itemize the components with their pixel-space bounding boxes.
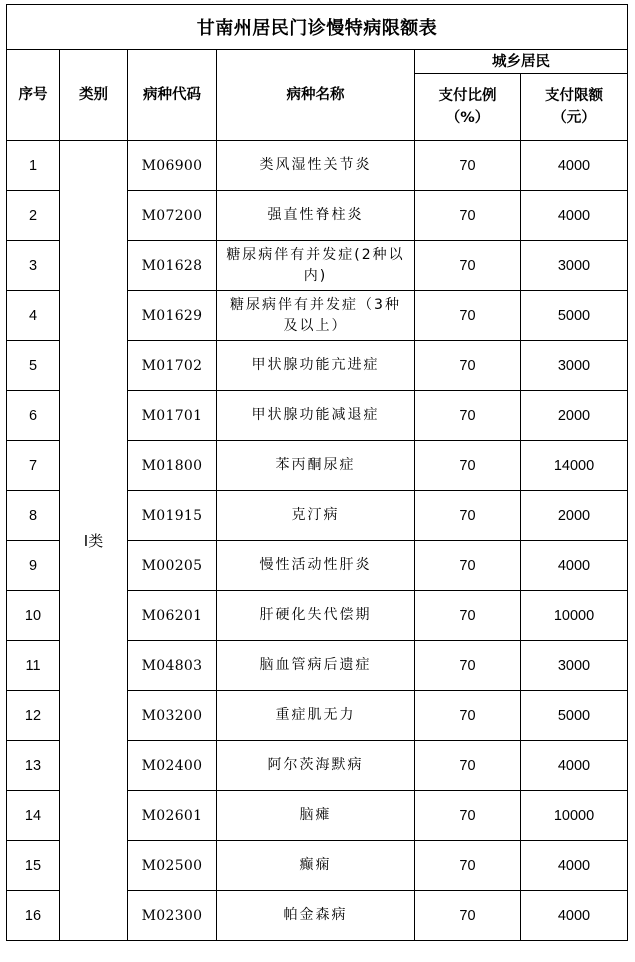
row-code: M06201	[128, 591, 217, 641]
row-seq: 11	[7, 641, 60, 691]
limit-table	[6, 4, 628, 941]
row-payment-limit: 2000	[521, 491, 628, 541]
header-category: 类别	[60, 50, 128, 141]
row-payment-limit: 4000	[521, 191, 628, 241]
row-seq: 13	[7, 741, 60, 791]
row-code: M06900	[128, 141, 217, 191]
row-payment-ratio: 70	[415, 291, 521, 341]
row-code: M02300	[128, 891, 217, 941]
row-disease-name: 肝硬化失代偿期	[217, 591, 415, 641]
row-payment-ratio: 70	[415, 891, 521, 941]
row-payment-ratio: 70	[415, 691, 521, 741]
row-code: M01701	[128, 391, 217, 441]
row-payment-limit: 4000	[521, 891, 628, 941]
header-seq: 序号	[7, 50, 60, 141]
header-limit	[521, 74, 628, 141]
row-code: M01628	[128, 241, 217, 291]
row-code: M02500	[128, 841, 217, 891]
row-payment-ratio: 70	[415, 591, 521, 641]
row-payment-limit: 14000	[521, 441, 628, 491]
row-code: M04803	[128, 641, 217, 691]
row-payment-limit: 4000	[521, 541, 628, 591]
row-payment-limit: 4000	[521, 841, 628, 891]
row-disease-name: 脑血管病后遗症	[217, 641, 415, 691]
row-seq: 1	[7, 141, 60, 191]
row-payment-limit: 5000	[521, 291, 628, 341]
row-code: M01629	[128, 291, 217, 341]
header-name: 病种名称	[217, 50, 415, 141]
row-disease-name: 类风湿性关节炎	[217, 141, 415, 191]
row-payment-ratio: 70	[415, 191, 521, 241]
row-disease-name: 糖尿病伴有并发症(2种以内)	[217, 241, 415, 291]
row-seq: 5	[7, 341, 60, 391]
row-payment-ratio: 70	[415, 391, 521, 441]
row-payment-ratio: 70	[415, 241, 521, 291]
row-payment-limit: 5000	[521, 691, 628, 741]
limit-table-document	[6, 4, 627, 941]
row-seq: 16	[7, 891, 60, 941]
table-body	[7, 141, 628, 941]
row-payment-ratio: 70	[415, 141, 521, 191]
row-seq: 12	[7, 691, 60, 741]
row-seq: 14	[7, 791, 60, 841]
row-payment-limit: 3000	[521, 241, 628, 291]
header-ratio-line1: 支付比例	[438, 88, 497, 104]
row-code: M07200	[128, 191, 217, 241]
row-code: M02601	[128, 791, 217, 841]
row-seq: 2	[7, 191, 60, 241]
row-payment-limit: 2000	[521, 391, 628, 441]
row-disease-name: 甲状腺功能亢进症	[217, 341, 415, 391]
row-code: M02400	[128, 741, 217, 791]
row-payment-limit: 10000	[521, 591, 628, 641]
row-payment-limit: 4000	[521, 741, 628, 791]
row-disease-name: 苯丙酮尿症	[217, 441, 415, 491]
row-payment-limit: 3000	[521, 341, 628, 391]
row-disease-name: 慢性活动性肝炎	[217, 541, 415, 591]
table-row	[7, 141, 628, 191]
header-limit-line1: 支付限额	[545, 88, 603, 104]
row-disease-name: 克汀病	[217, 491, 415, 541]
header-ratio-line2: （%）	[445, 110, 490, 126]
row-seq: 3	[7, 241, 60, 291]
row-payment-ratio: 70	[415, 741, 521, 791]
row-payment-limit: 10000	[521, 791, 628, 841]
row-payment-ratio: 70	[415, 641, 521, 691]
header-group: 城乡居民	[415, 50, 628, 74]
row-code: M01702	[128, 341, 217, 391]
row-payment-ratio: 70	[415, 441, 521, 491]
row-seq: 9	[7, 541, 60, 591]
row-seq: 10	[7, 591, 60, 641]
row-payment-ratio: 70	[415, 341, 521, 391]
row-code: M00205	[128, 541, 217, 591]
row-seq: 15	[7, 841, 60, 891]
row-seq: 8	[7, 491, 60, 541]
row-disease-name: 重症肌无力	[217, 691, 415, 741]
header-ratio	[415, 74, 521, 141]
row-seq: 4	[7, 291, 60, 341]
row-seq: 6	[7, 391, 60, 441]
row-disease-name: 强直性脊柱炎	[217, 191, 415, 241]
row-payment-ratio: 70	[415, 841, 521, 891]
row-payment-limit: 4000	[521, 141, 628, 191]
row-payment-ratio: 70	[415, 541, 521, 591]
header-limit-line2: （元）	[552, 110, 596, 126]
row-payment-ratio: 70	[415, 491, 521, 541]
row-payment-limit: 3000	[521, 641, 628, 691]
category-cell: Ⅰ类	[60, 141, 128, 941]
row-payment-ratio: 70	[415, 791, 521, 841]
row-code: M01915	[128, 491, 217, 541]
row-disease-name: 癫痫	[217, 841, 415, 891]
row-code: M03200	[128, 691, 217, 741]
header-code: 病种代码	[128, 50, 217, 141]
row-seq: 7	[7, 441, 60, 491]
row-disease-name: 阿尔茨海默病	[217, 741, 415, 791]
row-disease-name: 糖尿病伴有并发症（3种及以上）	[217, 291, 415, 341]
row-disease-name: 脑瘫	[217, 791, 415, 841]
row-disease-name: 帕金森病	[217, 891, 415, 941]
table-title: 甘南州居民门诊慢特病限额表	[7, 5, 628, 50]
row-disease-name: 甲状腺功能减退症	[217, 391, 415, 441]
row-code: M01800	[128, 441, 217, 491]
